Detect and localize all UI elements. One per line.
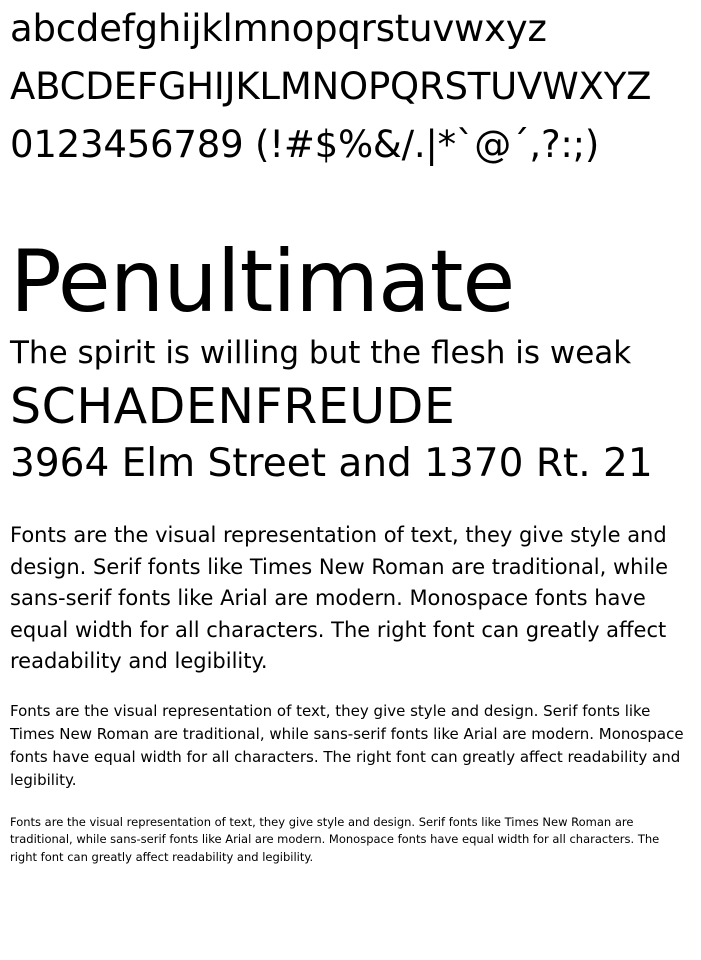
numerals-symbols-line: 0123456789 (!#$%&/.|*`@´,?:;) (10, 123, 600, 166)
address-sample: 3964 Elm Street and 1370 Rt. 21 (10, 441, 653, 486)
paragraph-sample-medium: Fonts are the visual representation of text, they give style and design. Serif fonts like Times New Roman are traditional, while sans-serif fonts like Arial are modern. Monospace fonts have equal width for all characters. The right font can greatly affect readability and legibility. (10, 701, 684, 789)
pangram-sample: The spirit is willing but the flesh is weak (10, 335, 632, 371)
spacer-between-paragraph-1-2 (10, 678, 691, 700)
spacer-between-paragraph-2-3 (10, 792, 691, 814)
allcaps-word-sample: SCHADENFREUDE (10, 378, 456, 435)
lowercase-alphabet-line: abcdefghijklmnopqrstuvwxyz (10, 7, 547, 50)
display-word-sample: Penultimate (10, 232, 515, 332)
paragraph-sample-large: Fonts are the visual representation of text, they give style and design. Serif fonts like Times New Roman are traditional, while sans-serif fonts like Arial are modern. Monospace fonts have equal width for all characters. The right font can greatly affect readability and legibility. (10, 523, 669, 673)
paragraph-sample-small: Fonts are the visual representation of text, they give style and design. Serif fonts like Times New Roman are traditional, while sans-serif fonts like Arial are modern. Monospace fonts have equal width for all characters. The right font can greatly affect readability and legibility. (10, 814, 660, 864)
spacer-after-alphabet (10, 174, 691, 234)
uppercase-alphabet-line: ABCDEFGHIJKLMNOPQRSTUVWXYZ (10, 65, 652, 108)
spacer-before-paragraphs (10, 490, 691, 520)
